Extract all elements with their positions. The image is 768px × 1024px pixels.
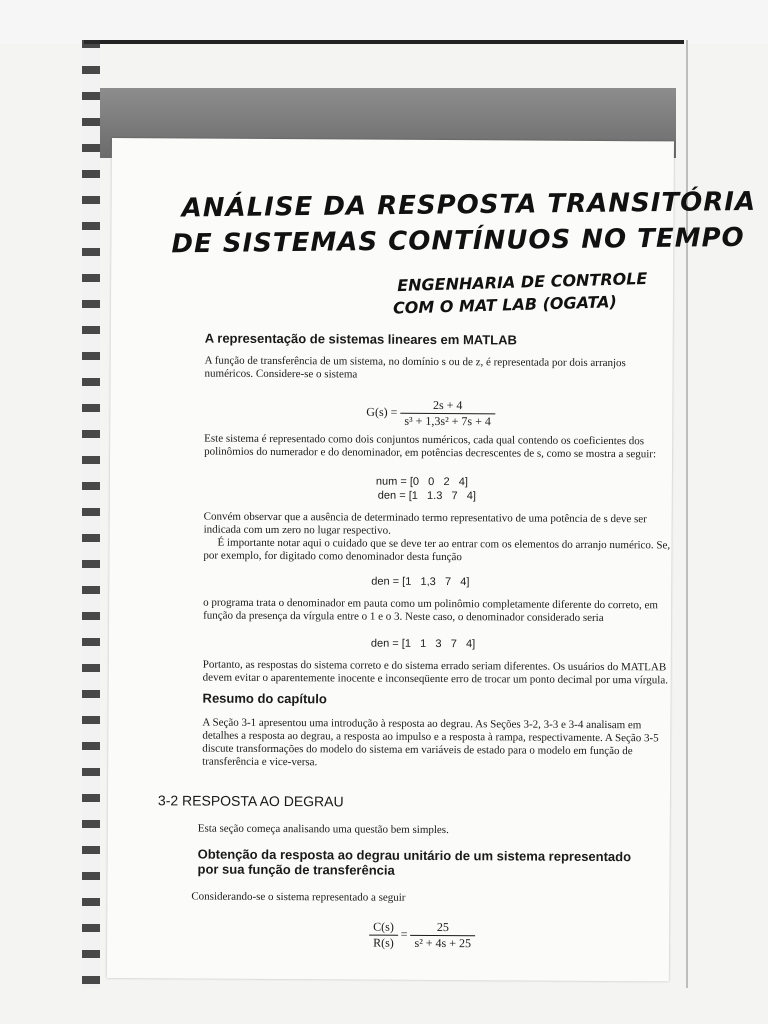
equation-g-of-s — [366, 398, 495, 430]
section-3-2-intro: Esta seção começa analisando uma questão bem simples. — [197, 822, 449, 837]
equals-sign: = — [400, 927, 408, 942]
background-top — [0, 0, 768, 44]
binder-edge — [84, 40, 684, 44]
handwritten-note-line2: COM O MAT LAB (OGATA) — [392, 292, 618, 318]
equation-rhs-denominator: s² + 4s + 25 — [414, 935, 472, 951]
code-den: den = [1 1.3 7 4] — [377, 489, 477, 503]
equation-lhs-fraction — [369, 920, 398, 951]
section-heading-matlab: A representação de sistemas lineares em MATLAB — [204, 330, 517, 348]
equation-denominator: s³ + 1,3s² + 7s + 4 — [404, 413, 491, 429]
equation-rhs-fraction — [410, 920, 475, 951]
section-3-2-consider: Considerando-se o sistema representado a seguir — [191, 890, 406, 904]
paragraph-conclusion: Portanto, as respostas do sistema correto e do sistema errado seriam diferentes. Os usuários do MATLAB devem evitar o aparentemente inocente e inconseqüente erro de trocar um ponto decimal por uma vírgula. — [202, 658, 669, 687]
page-edge — [686, 40, 688, 988]
paragraph-intro: A função de transferência de um sistema, no domínio s ou de z, é representada por dois arranjos numéricos. Considere-se o sistema — [204, 354, 626, 381]
binder-spine — [82, 40, 100, 988]
equation-lhs-numerator: C(s) — [369, 920, 398, 936]
summary-heading: Resumo do capítulo — [202, 690, 327, 707]
paragraph-wrong-poly: o programa trata o denominador em pauta como um polinômio completamente diferente do correto, em função da presença da vírgula entre o 1 e o 3. Neste caso, o denominador considerado seria — [203, 596, 659, 625]
section-3-2-heading: 3-2 RESPOSTA AO DEGRAU — [157, 792, 344, 810]
paragraph-representation: Este sistema é representado como dois conjuntos numéricos, cada qual contendo os coeficientes dos polinômios do numerador e do denominador, em potências decrescentes de s, como se mostra a seguir: — [204, 432, 657, 461]
handwritten-title-line2: DE SISTEMAS CONTÍNUOS NO TEMPO — [171, 222, 745, 260]
paragraph-zero-note: Convém observar que a ausência de determinado termo representativo de uma potência de s deve ser indicada com um zero no lugar respectivo. — [203, 510, 647, 537]
equation-lhs: G(s) = — [366, 404, 398, 419]
document-page — [107, 138, 757, 981]
equation-rhs-numerator: 25 — [411, 920, 476, 936]
equation-numerator: 2s + 4 — [400, 398, 495, 415]
equation-transfer — [369, 920, 475, 952]
code-den-result: den = [1 1 3 7 4] — [370, 637, 476, 651]
equation-lhs-denominator: R(s) — [373, 935, 394, 950]
handwritten-title-line1: ANÁLISE DA RESPOSTA TRANSITÓRIA — [181, 186, 757, 224]
summary-text: A Seção 3-1 apresentou uma introdução à resposta ao degrau. As Seções 3-2, 3-3 e 3-4 analisam em detalhes a resposta ao degrau, a resposta ao impulso e a resposta à rampa, respectivamente. A Seção 3-5 discute transformações do modelo do sistema em variáveis de estado para o modelo em função de transferência e vice-versa. — [202, 716, 659, 769]
handwritten-note-line1: ENGENHARIA DE CONTROLE — [396, 268, 648, 296]
paragraph-caution: É importante notar aqui o cuidado que se deve ter ao entrar com os elementos do arranjo numérico. Se, por exemplo, for digitado como denominador desta função — [203, 536, 671, 564]
section-3-2-subheading: Obtenção da resposta ao degrau unitário de um sistema representado por sua função de transferência — [197, 846, 632, 878]
equation-fraction — [400, 398, 495, 430]
code-num: num = [0 0 2 4] — [375, 475, 468, 489]
code-den-wrong: den = [1 1,3 7 4] — [371, 575, 470, 589]
